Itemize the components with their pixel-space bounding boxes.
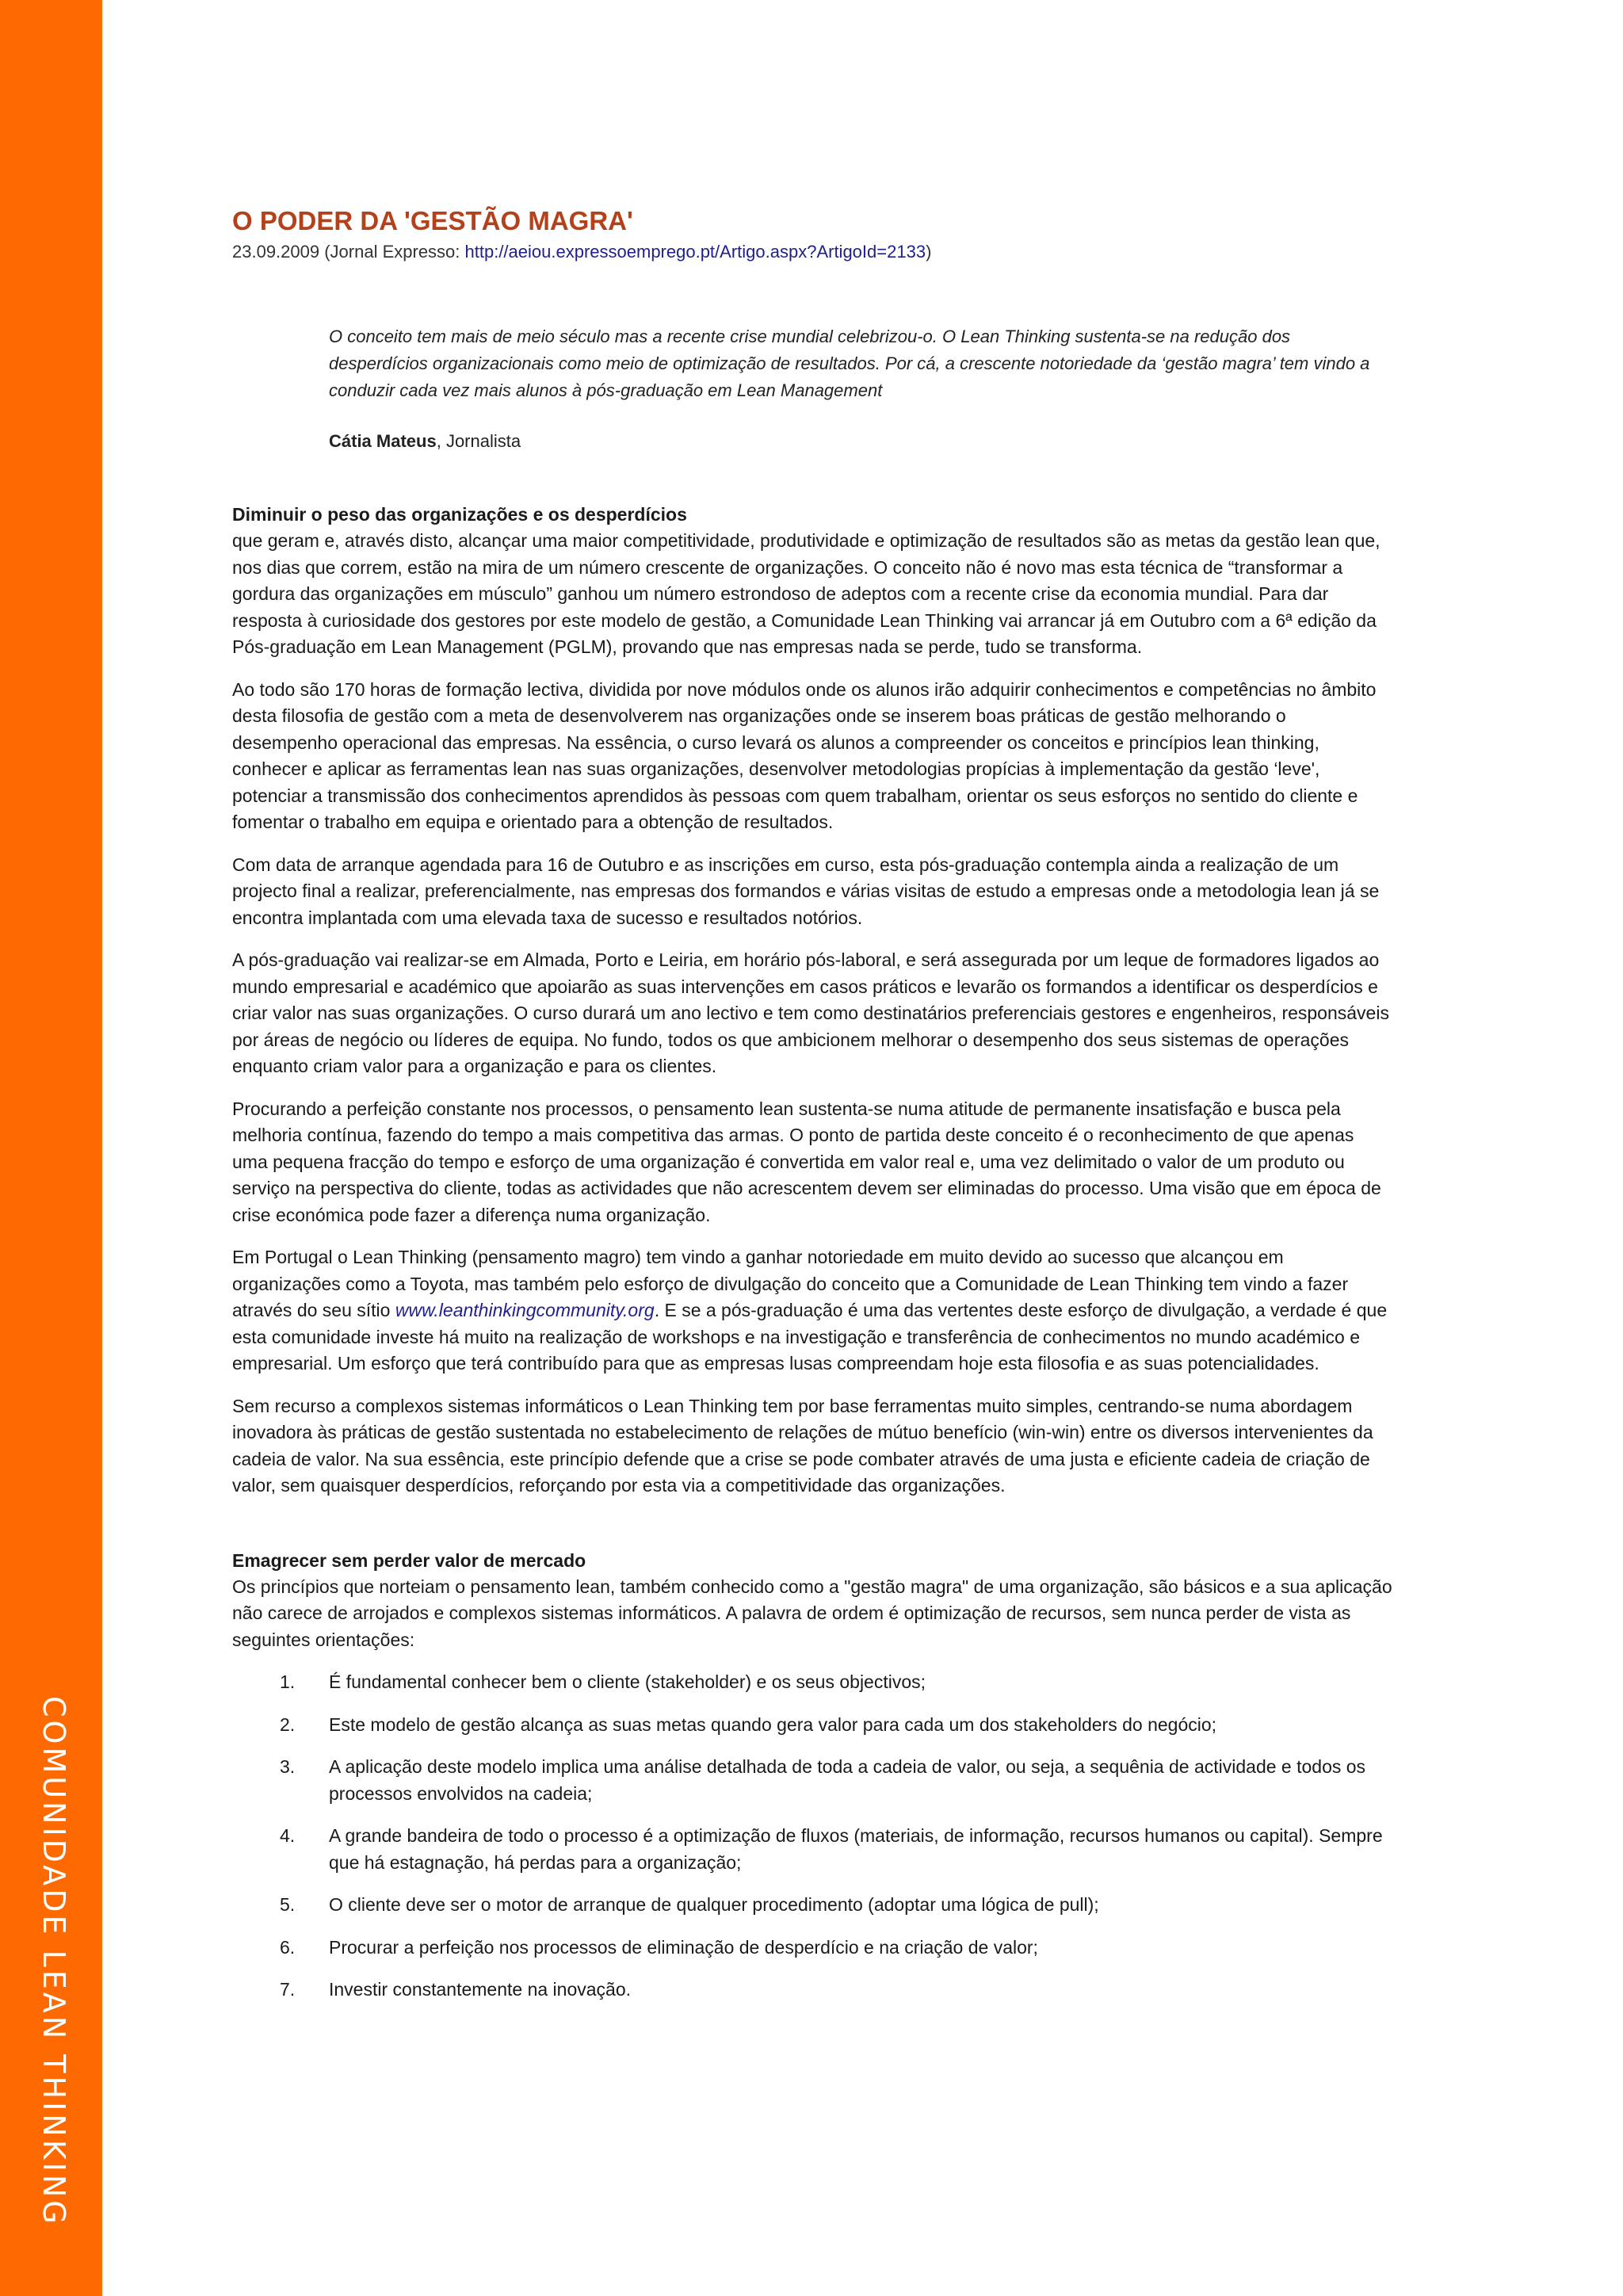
paragraph: Sem recurso a complexos sistemas informáticos o Lean Thinking tem por base ferramentas muito simples, centrando-se numa abordagem inovadora às práticas de gestão sustentada no estabelecimento de relações de mútuo benefício (win-win) entre os diversos intervenientes da cadeia de valor. Na sua essência, este princípio defende que a crise se pode combater através de uma justa e eficiente cadeia de criação de valor, sem quaisquer desperdícios, reforçando por esta via a competitividade das organizações. [232, 1395, 1373, 1496]
list-number: 4. [280, 1825, 296, 1846]
paragraph: A pós-graduação vai realizar-se em Almada, Porto e Leiria, em horário pós-laboral, e será assegurada por um leque de formadores ligados ao mundo empresarial e académico que apoiarão as suas intervenções em casos práticos e levarão os formandos a identificar os desperdícios e criar valor nas suas organizações. O curso durará um ano lectivo e tem como destinatários preferenciais gestores e engenheiros, responsáveis por áreas de negócio ou líderes de equipa. No fundo, todos os que ambicionem melhorar o desempenho dos seus sistemas de operações enquanto criam valor para a organização e para os clientes. [232, 949, 1389, 1076]
list-item [232, 1669, 1393, 1696]
list-item [232, 1712, 1393, 1739]
section-heading: Emagrecer sem perder valor de mercado [232, 1549, 586, 1571]
list-number: 3. [280, 1756, 296, 1777]
article-title: O PODER DA 'GESTÃO MAGRA' [232, 206, 633, 235]
list-number: 5. [280, 1894, 296, 1915]
paragraph: Os princípios que norteiam o pensamento lean, também conhecido como a "gestão magra" de uma organização, são básicos e a sua aplicação não carece de arrojados e complexos sistemas informáticos. A palavra de ordem é optimização de recursos, sem nunca perder de vista as seguintes orientações: [232, 1576, 1392, 1650]
community-site-link[interactable]: www.leanthinkingcommunity.org [395, 1300, 655, 1320]
section-emagrecer [232, 1547, 1393, 2004]
list-text: Investir constantemente na inovação. [329, 1979, 632, 2000]
list-item [232, 1823, 1393, 1876]
list-number: 1. [280, 1671, 296, 1692]
paragraph: Com data de arranque agendada para 16 de Outubro e as inscrições em curso, esta pós-graduação contempla ainda a realização de um projecto final a realizar, preferencialmente, nas empresas dos formandos e várias visitas de estudo a empresas onde a metodologia lean já se encontra implantada com uma elevada taxa de sucesso e resultados notórios. [232, 854, 1380, 928]
author-role: , Jornalista [436, 431, 521, 451]
source-date: 23.09.2009 (Jornal Expresso: [232, 242, 465, 262]
paragraph: Ao todo são 170 horas de formação lectiva, dividida por nove módulos onde os alunos irão adquirir conhecimentos e competências no âmbito desta filosofia de gestão com a meta de desenvolverem nas organizações onde se inserem boas práticas de gestão melhorando o desempenho operacional das empresas. Na essência, o curso levará os alunos a compreender os conceitos e princípios lean thinking, conhecer e aplicar as ferramentas lean nas suas organizações, desenvolver metodologias propícias à implementação da gestão ‘leve', potenciar a transmissão dos conhecimentos aprendidos às pessoas com quem trabalham, orientar os seus esforços no sentido do cliente e fomentar o trabalho em equipa e orientado para a obtenção de resultados. [232, 678, 1377, 832]
source-link[interactable]: http://aeiou.expressoemprego.pt/Artigo.aspx?ArtigoId=2133 [464, 242, 926, 262]
paragraph-text: . E se a pós-graduação é uma das vertentes deste esforço de divulgação, a verdade é que esta comunidade investe há muito na realização de workshops e na investigação e transferência de conhecimentos no mundo académico e empresarial. Um esforço que terá contribuído para que as empresas lusas compreendam hoje esta filosofia e as suas potencialidades. [232, 1300, 1388, 1373]
list-item [232, 1977, 1393, 2004]
paragraph-portugal [232, 1244, 1393, 1377]
section-diminuir [232, 501, 1393, 1499]
list-text: É fundamental conhecer bem o cliente (stakeholder) e os seus objectivos; [329, 1671, 926, 1692]
paragraph: Procurando a perfeição constante nos processos, o pensamento lean sustenta-se numa atitude de permanente insatisfação e busca pela melhoria contínua, fazendo do tempo a mais competitiva das armas. O ponto de partida deste conceito é o reconhecimento de que apenas uma pequena fracção do tempo e esforço de uma organização é convertida em valor real e, uma vez delimitado o valor de um produto ou serviço na perspectiva do cliente, todas as actividades que não acrescentem devem ser eliminadas do processo. Uma visão que em época de crise económica pode fazer a diferença numa organização. [232, 1098, 1381, 1225]
article-byline [329, 428, 1393, 455]
list-item [232, 1754, 1393, 1807]
section-heading: Diminuir o peso das organizações e os desperdícios [232, 504, 687, 525]
source-suffix: ) [926, 242, 932, 262]
list-text: A grande bandeira de todo o processo é a optimização de fluxos (materiais, de informação, recursos humanos ou capital). Sempre que há estagnação, há perdas para a organização; [329, 1825, 1383, 1873]
list-number: 7. [280, 1979, 296, 2000]
article-lede: O conceito tem mais de meio século mas a recente crise mundial celebrizou-o. O Lean Thinking sustenta-se na redução dos desperdícios organizacionais como meio de optimização de resultados. Por cá, a crescente notoriedade da ‘gestão magra’ tem vindo a conduzir cada vez mais alunos à pós-graduação em Lean Management [329, 327, 1370, 400]
list-item [232, 1935, 1393, 1962]
article [232, 202, 1393, 2019]
list-number: 6. [280, 1936, 296, 1958]
article-source [232, 240, 1393, 264]
list-text: A aplicação deste modelo implica uma análise detalhada de toda a cadeia de valor, ou seja, a sequênia de actividade e todos os processos envolvidos na cadeia; [329, 1756, 1366, 1804]
list-item [232, 1892, 1393, 1919]
author-name: Cátia Mateus [329, 431, 437, 451]
list-text: O cliente deve ser o motor de arranque de qualquer procedimento (adoptar uma lógica de pull); [329, 1894, 1099, 1915]
guidelines-list [232, 1669, 1393, 2004]
paragraph-text: Em Portugal o Lean Thinking (pensamento magro) tem vindo a ganhar notoriedade em muito devido ao sucesso que alcançou em organizações como a Toyota, mas também pelo esforço de divulgação do conceito que a Comunidade de Lean Thinking tem vindo a fazer através do seu sítio [232, 1247, 1349, 1320]
paragraph: que geram e, através disto, alcançar uma maior competitividade, produtividade e optimização de resultados são as metas da gestão lean que, nos dias que correm, estão na mira de um número crescente de organizações. O conceito não é novo mas esta técnica de “transformar a gordura das organizações em músculo” ganhou um número estrondoso de adeptos com a recente crise da economia mundial. Para dar resposta à curiosidade dos gestores por este modelo de gestão, a Comunidade Lean Thinking vai arrancar já em Outubro com a 6ª edição da Pós-graduação em Lean Management (PGLM), provando que nas empresas nada se perde, tudo se transforma. [232, 530, 1381, 657]
list-text: Procurar a perfeição nos processos de eliminação de desperdício e na criação de valor; [329, 1936, 1038, 1958]
list-text: Este modelo de gestão alcança as suas metas quando gera valor para cada um dos stakeholders do negócio; [329, 1713, 1217, 1735]
sidebar-label: COMUNIDADE LEAN THINKING [36, 1696, 71, 2227]
list-number: 2. [280, 1713, 296, 1735]
sidebar [0, 0, 102, 2296]
